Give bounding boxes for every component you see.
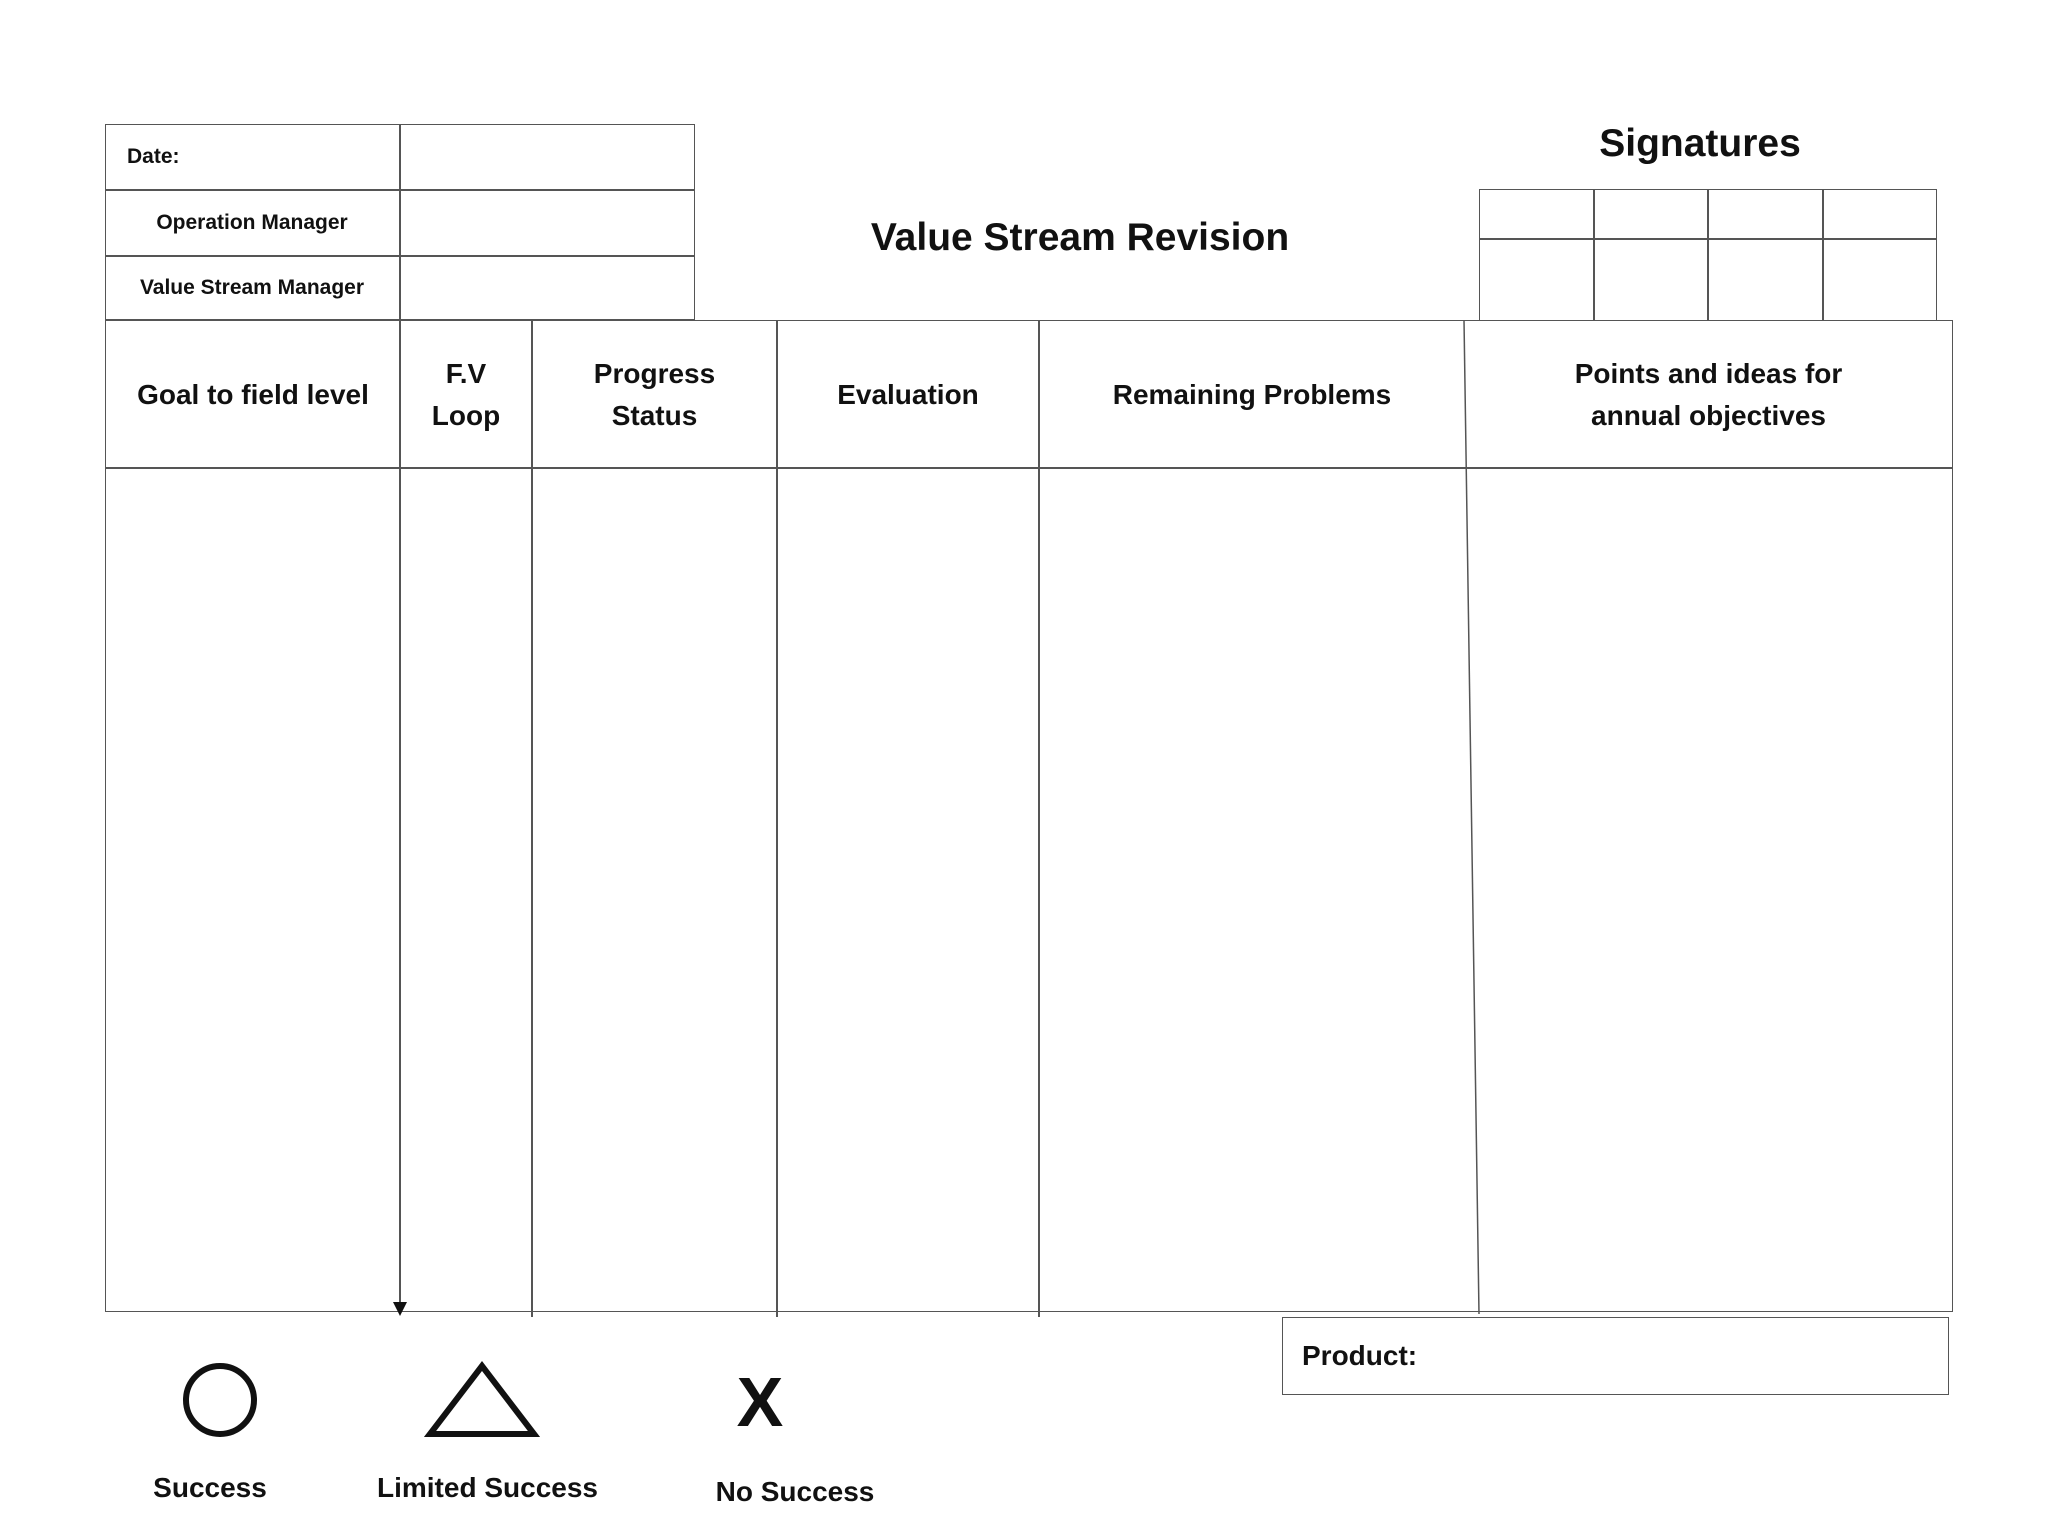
legend-label-limited-success: Limited Success [377,1472,598,1503]
page-title: Value Stream Revision [870,216,1290,259]
column-divider [531,320,533,1317]
column-header-evaluation-line1: Evaluation [837,378,979,410]
value-stream-manager-field[interactable] [401,256,693,320]
signatures-title: Signatures [1599,122,1801,165]
column-header-remaining-problems [1040,322,1464,467]
column-header-progress-status [533,322,776,467]
column-divider [776,320,778,1317]
column-divider [1038,320,1040,1317]
legend-label-success: Success [153,1472,267,1503]
x-mark-icon: X [736,1363,784,1441]
date-field[interactable] [401,124,693,189]
triangle-icon [424,1360,540,1440]
arrow-marker-icon [390,1300,410,1320]
operation-manager-label: Operation Manager [156,210,348,234]
column-header-points-ideas-line2: annual objectives [1591,399,1826,431]
column-header-fv-loop-line1: F.V [445,357,487,389]
operation-manager-field[interactable] [401,190,693,255]
column-header-remaining-problems-line1: Remaining Problems [1112,378,1392,410]
column-header-progress-status-line2: Status [611,399,698,431]
header-row-divider [105,467,1953,469]
signature-cell[interactable] [1595,240,1706,320]
column-header-evaluation [778,322,1038,467]
product-field[interactable] [1440,1319,1940,1393]
slanted-column-divider [1455,318,1485,1318]
column-header-fv-loop-line2: Loop [431,399,501,431]
value-stream-manager-label: Value Stream Manager [139,276,365,299]
date-label: Date: [127,144,180,168]
signature-cell[interactable] [1824,240,1936,320]
legend-label-no-success: No Success [715,1476,875,1507]
column-header-fv-loop [401,322,531,467]
column-header-goal [107,322,399,467]
column-header-goal-line1: Goal to field level [137,378,369,410]
column-header-points-ideas [1466,322,1951,467]
circle-icon [178,1360,258,1440]
column-divider [399,320,401,1312]
signature-cell[interactable] [1481,240,1592,320]
column-header-points-ideas-line1: Points and ideas for [1574,357,1843,389]
signature-cell[interactable] [1709,240,1821,320]
column-header-progress-status-line1: Progress [593,357,716,389]
main-table [105,320,1953,1312]
product-label: Product: [1302,1340,1418,1371]
